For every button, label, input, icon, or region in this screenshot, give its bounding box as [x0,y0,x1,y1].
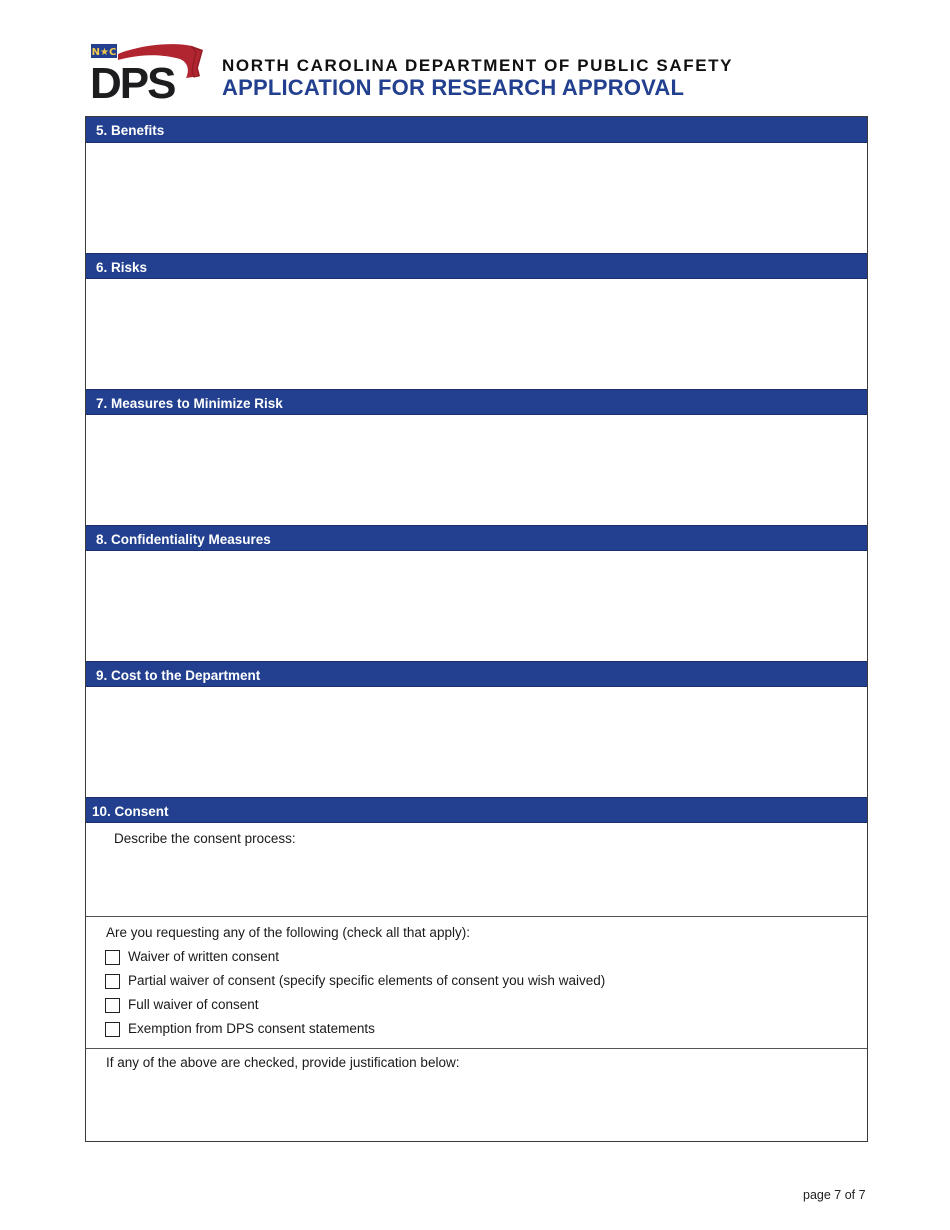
consent-request-question: Are you requesting any of the following (check all that apply): [106,925,470,940]
option-label: Full waiver of consent [128,997,259,1012]
section-header-confidentiality: 8. Confidentiality Measures [86,525,867,551]
option-label: Exemption from DPS consent statements [128,1021,375,1036]
justification-label: If any of the above are checked, provide justification below: [106,1055,460,1070]
form-title: APPLICATION FOR RESEARCH APPROVAL [222,75,685,100]
section-header-cost: 9. Cost to the Department [86,661,867,687]
section-header-benefits: 5. Benefits [86,117,867,143]
checkbox-partial-waiver[interactable] [105,974,120,989]
minimize-risk-field[interactable] [86,415,867,525]
consent-process-label: Describe the consent process: [114,831,296,846]
consent-request-options [86,916,867,1048]
application-form [85,116,868,1142]
page-number: page 7 of 7 [803,1188,866,1202]
justification-field[interactable] [86,1048,867,1141]
section-header-consent: 10. Consent [86,797,867,823]
confidentiality-field[interactable] [86,551,867,661]
benefits-field[interactable] [86,143,867,253]
logo-dps-text: DPS [90,59,175,100]
consent-process-field[interactable] [86,823,867,916]
organization-name: NORTH CAROLINA DEPARTMENT OF PUBLIC SAFETY [222,56,734,75]
dps-logo [90,42,205,100]
checkbox-exemption[interactable] [105,1022,120,1037]
option-label: Partial waiver of consent (specify specific elements of consent you wish waived) [128,973,606,988]
section-header-minimize-risk: 7. Measures to Minimize Risk [86,389,867,415]
risks-field[interactable] [86,279,867,389]
page-header [90,42,870,102]
checkbox-full-waiver[interactable] [105,998,120,1013]
section-header-risks: 6. Risks [86,253,867,279]
option-label: Waiver of written consent [128,949,280,964]
logo-badge-text: N★C [91,47,117,58]
checkbox-waiver-written-consent[interactable] [105,950,120,965]
cost-field[interactable] [86,687,867,797]
